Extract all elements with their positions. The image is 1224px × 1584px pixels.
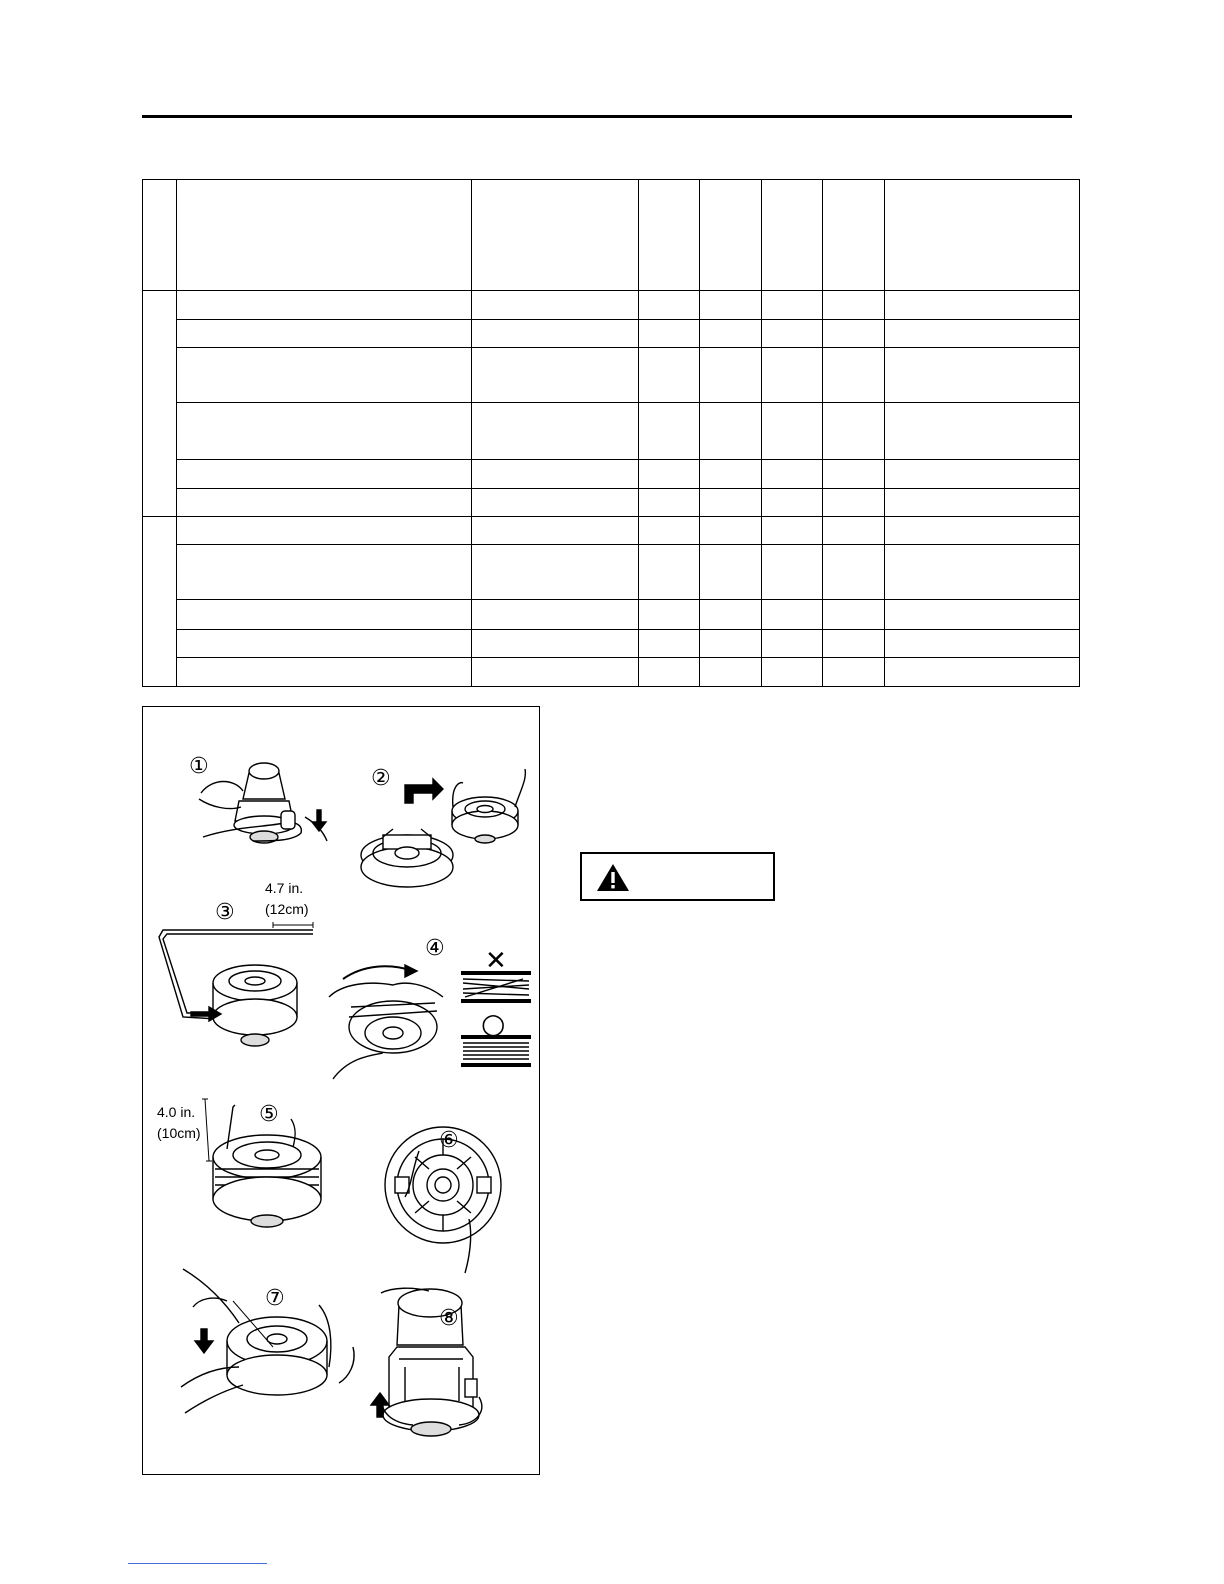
- step-6-label: ⑥: [439, 1128, 459, 1153]
- table-row: [143, 600, 1080, 630]
- group-cell: [143, 517, 177, 687]
- correct-winding-mark: ○: [481, 1007, 506, 1040]
- warning-box: [580, 852, 775, 901]
- maintenance-schedule-table: [142, 179, 1080, 687]
- table-row: [143, 630, 1080, 658]
- step-7-label: ⑦: [265, 1286, 285, 1311]
- warning-triangle-icon: [596, 863, 630, 892]
- table-row: [143, 517, 1080, 545]
- table-row: [143, 489, 1080, 517]
- dimension-3-line1: 4.7 in.: [265, 880, 304, 896]
- table-row: [143, 291, 1080, 320]
- step-3-label: ③: [215, 900, 235, 925]
- header-rule: [142, 115, 1072, 118]
- winding-incorrect-diagram: [461, 973, 531, 1001]
- footer-link-underline[interactable]: [128, 1563, 267, 1564]
- table-row: [143, 460, 1080, 489]
- dimension-5-line2: (10cm): [157, 1125, 201, 1141]
- table-row: [143, 403, 1080, 460]
- table-row: [143, 545, 1080, 600]
- table-row: [143, 658, 1080, 687]
- table-row: [143, 348, 1080, 403]
- spool-replacement-figure: [142, 706, 540, 1475]
- step3-illustration: [159, 922, 313, 1046]
- table-row: [143, 320, 1080, 348]
- step-4-label: ④: [425, 936, 445, 961]
- dimension-5-line1: 4.0 in.: [157, 1104, 196, 1120]
- step1-illustration: [199, 763, 327, 843]
- winding-correct-diagram: [461, 1037, 531, 1065]
- step8-illustration: [371, 1288, 482, 1436]
- incorrect-winding-mark: ✕: [485, 946, 507, 976]
- step-1-label: ①: [189, 754, 209, 779]
- group-cell: [143, 291, 177, 517]
- dimension-3-line2: (12cm): [265, 901, 309, 917]
- step-8-label: ⑧: [439, 1306, 459, 1331]
- table-header-row: [143, 180, 1080, 291]
- step-5-label: ⑤: [259, 1102, 279, 1127]
- step-2-label: ②: [371, 766, 391, 791]
